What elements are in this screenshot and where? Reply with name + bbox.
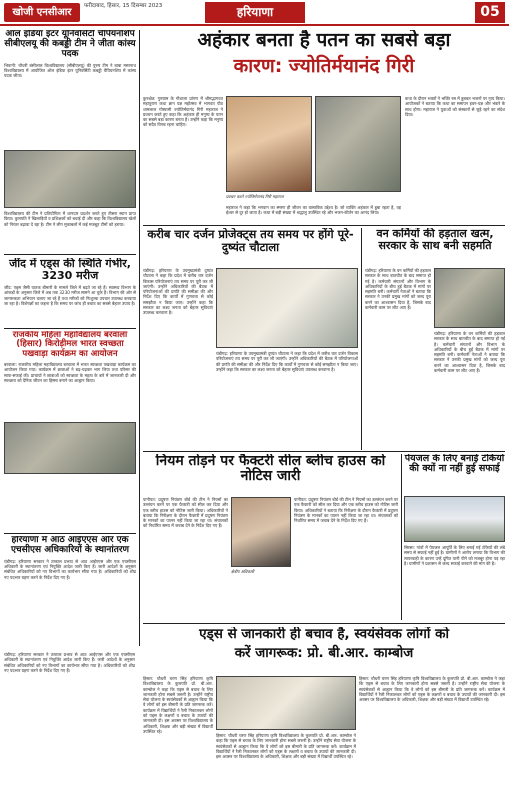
masthead [0, 0, 509, 26]
article-body-continued: हिसार: चौधरी चरण सिंह हरियाणा कृषि विश्वविद्यालय के कुलपति प्रो. बी.आर. काम्बोज ने कहा कि एड्स से बचाव के लिए जानकारी होना सबसे जरूरी है। उन्होंने राष्ट्रीय सेवा योजना के स्वयंसेवकों से आह्वान किया कि वे लोगों को इस बीमारी के प्रति जागरूक करें। कार्यक्रम में विद्यार्थियों ने रैली निकालकर लोगों को एड्स के लक्षणों व बचाव के उपायों की जानकारी दी। इस अवसर पर विश्वविद्यालय के अधिकारी, शिक्षक और बड़ी संख्या में विद्यार्थी उपस्थित रहे। [216, 733, 356, 760]
page-number: 05 [475, 2, 505, 23]
divider [4, 254, 136, 255]
article-forest-headline [365, 228, 505, 266]
article-dateline: भिवानी: चौधरी बंसीलाल विश्वविद्यालय (सीबीएलयू) की पुरुष टीम ने बाबा मस्तनाथ विश्वविद्यालय में आयोजित ऑल इंडिया इंटर यूनिवर्सिटी कबड्डी चैंपियनशिप में कांस्य पदक जीता। [4, 62, 136, 79]
column-rule [361, 228, 362, 450]
water-tank-photo [404, 496, 505, 542]
divider [143, 225, 505, 226]
article-body: पानीपत: प्रदूषण नियंत्रण बोर्ड की टीम ने नियमों का उल्लंघन करने पर एक फैक्टरी को सील कर दिया और एक ब्लीच हाउस को नोटिस जारी किया। अधिकारियों ने बताया कि निरीक्षण के दौरान फैक्टरी में प्रदूषण नियंत्रण के मानकों का पालन नहीं किया जा रहा था। संचालकों को निर्धारित समय में जवाब देने के निर्देश दिए गए हैं। [143, 497, 228, 529]
column-rule [139, 30, 140, 646]
article-body: कुरुक्षेत्र: गुरुग्राम के गौशाला प्रांगण में श्रीमद्भागवत महापुराण कथा ज्ञान यज्ञ महोत्सव में भागवत पीठ शामलाल गोस्वामी ज्योतिर्मयानंद गिरी महाराज ने प्रवचन करते हुए कहा कि अहंकार ही मनुष्य के पतन का सबसे बड़ा कारण बनता है। उन्होंने कहा कि मनुष्य को सदैव विनम्र रहना चाहिए। [143, 96, 223, 128]
divider [143, 451, 505, 452]
headline: करीब चार दर्जन प्रोजेक्ट्स तय समय पर होंगे पूरे-दुष्यंत चौटाला [147, 228, 354, 254]
forest-workers-photo [434, 268, 505, 328]
bottom-left-continuation [0, 652, 139, 800]
headline-line-2: कारण: ज्योतिर्मयानंद गिरी [233, 54, 415, 77]
headline: ऑल इंडिया इंटर यूनिवर्सिटी चैंपियनशिप सीबीएलयू की कबड्डी टीम ने जीता कांस्य पदक [4, 30, 136, 59]
article-body-continued: चंडीगढ़: हरियाणा के उपमुख्यमंत्री दुष्यंत चौटाला ने कहा कि प्रदेश में करीब चार दर्जन विकास परियोजनाएं तय समय पर पूरी कर ली जाएंगी। उन्होंने अधिकारियों की बैठक में परियोजनाओं की प्रगति की समीक्षा की और निर्देश दिए कि कार्यों में गुणवत्ता से कोई समझौता न किया जाए। उन्होंने कहा कि सरकार का लक्ष्य जनता को बेहतर सुविधाएं उपलब्ध करवाना है। [216, 351, 358, 372]
headline: वन कर्मियों की हड़ताल खत्म, सरकार के साथ बनी सहमति [376, 228, 494, 253]
article-body-continued: चंडीगढ़: हरियाणा के वन कर्मियों की हड़ताल सरकार के साथ बातचीत के बाद समाप्त हो गई है। कर्मचारी संगठनों और विभाग के अधिकारियों के बीच हुई बैठक में मांगों पर सहमति बनी। कर्मचारी नेताओं ने बताया कि सरकार ने उनकी प्रमुख मांगों को जल्द पूरा करने का आश्वासन दिया है, जिसके बाद कर्मचारी काम पर लौट आए हैं। [434, 331, 505, 374]
article-body-continued: चंडीगढ़: हरियाणा सरकार ने तत्काल प्रभाव से आठ आईएएस और एक एचसीएस अधिकारी के स्थानांतरण एवं नियुक्ति आदेश जारी किए हैं। जारी आदेशों के अनुसार संबंधित अधिकारियों को नए विभागों का कार्यभार सौंपा गया है। अधिकारियों को शीघ्र नए पदभार ग्रहण करने के निर्देश दिए गए हैं। [4, 652, 135, 673]
article-body: सिरसा: गांवों में पेयजल आपूर्ति के लिए बनाई गई टंकियों की लंबे समय से सफाई नहीं हुई है। ग्रामीणों ने आरोप लगाया कि विभाग की लापरवाही के कारण उन्हें दूषित पानी पीने को मजबूर होना पड़ रहा है। ग्रामीणों ने प्रशासन से जल्द सफाई करवाने की मांग की है। [404, 545, 505, 566]
article-body: विश्वविद्यालय की टीम ने प्रतियोगिता में शानदार प्रदर्शन करते हुए तीसरा स्थान प्राप्त किया। कुलपति ने खिलाड़ियों व प्रशिक्षकों को बधाई दी और कहा कि विश्वविद्यालय खेलों को निरंतर बढ़ावा दे रहा है। टीम ने लीग मुकाबलों में कई मजबूत टीमों को हराया। [4, 211, 136, 227]
article-uni-kabaddi [4, 30, 136, 148]
article-projects-headline [143, 228, 358, 266]
newspaper-name: खोजी एनसीआर [4, 3, 80, 22]
article-body: हिसार: चौधरी चरण सिंह हरियाणा कृषि विश्वविद्यालय के कुलपति प्रो. बी.आर. काम्बोज ने कहा कि एड्स से बचाव के लिए जानकारी होना सबसे जरूरी है। उन्होंने राष्ट्रीय सेवा योजना के स्वयंसेवकों से आह्वान किया कि वे लोगों को इस बीमारी के प्रति जागरूक करें। कार्यक्रम में विद्यार्थियों ने रैली निकालकर लोगों को एड्स के लक्षणों व बचाव के उपायों की जानकारी दी। इस अवसर पर विश्वविद्यालय के अधिकारी, शिक्षक और बड़ी संख्या में विद्यार्थी उपस्थित रहे। [143, 676, 213, 734]
article-ahankar-headline [143, 30, 505, 92]
divider [143, 623, 505, 624]
headline: राजकीय महिला महाविद्यालय बरवाला (हिसार) किरोड़ीमल भारत स्वच्छता पखवाड़ा कार्यक्रम का आयोजन [12, 331, 128, 359]
article-body-continued: हिसार: चौधरी चरण सिंह हरियाणा कृषि विश्वविद्यालय के कुलपति प्रो. बी.आर. काम्बोज ने कहा कि एड्स से बचाव के लिए जानकारी होना सबसे जरूरी है। उन्होंने राष्ट्रीय सेवा योजना के स्वयंसेवकों से आह्वान किया कि वे लोगों को इस बीमारी के प्रति जागरूक करें। कार्यक्रम में विद्यार्थियों ने रैली निकालकर लोगों को एड्स के लक्षणों व बचाव के उपायों की जानकारी दी। इस अवसर पर विश्वविद्यालय के अधिकारी, शिक्षक और बड़ी संख्या में विद्यार्थी उपस्थित रहे। [359, 676, 505, 703]
article-jind [4, 258, 136, 326]
audience-photo [315, 96, 401, 192]
saint-photo [226, 96, 312, 192]
article-body: कथा के दौरान भक्तों ने भक्ति रस में डूबकर भजनों पर नृत्य किया। आयोजकों ने बताया कि कथा का समापन हवन-यज्ञ और भंडारे के साथ होगा। महाराज ने युवाओं को संस्कारों से जुड़े रहने का संदेश दिया। [405, 96, 505, 117]
article-transfers [4, 536, 136, 648]
headline: नियम तोड़ने पर फैक्टरी सील ब्लीच हाउस को नोटिस जारी [155, 454, 386, 485]
article-body: चंडीगढ़: हरियाणा सरकार ने तत्काल प्रभाव से आठ आईएएस और एक एचसीएस अधिकारी के स्थानांतरण एवं नियुक्ति आदेश जारी किए हैं। जारी आदेशों के अनुसार संबंधित अधिकारियों को नए विभागों का कार्यभार सौंपा गया है। अधिकारियों को शीघ्र नए पदभार ग्रहण करने के निर्देश दिए गए हैं। [4, 558, 136, 580]
article-body: चंडीगढ़: हरियाणा के उपमुख्यमंत्री दुष्यंत चौटाला ने कहा कि प्रदेश में करीब चार दर्जन विकास परियोजनाएं तय समय पर पूरी कर ली जाएंगी। उन्होंने अधिकारियों की बैठक में परियोजनाओं की प्रगति की समीक्षा की और निर्देश दिए कि कार्यों में गुणवत्ता से कोई समझौता न किया जाए। उन्होंने कहा कि सरकार का लक्ष्य जनता को बेहतर सुविधाएं उपलब्ध करवाना है। [143, 268, 213, 316]
photo-caption: क्षेत्रीय अधिकारी [231, 569, 255, 574]
meeting-photo [216, 268, 358, 348]
college-photo [4, 422, 136, 474]
column-rule [401, 454, 402, 620]
headline-line-2: करें जागरूक: प्रो. बी.आर. काम्बोज [234, 644, 414, 661]
divider [4, 328, 136, 329]
headline-line-1: एड्स से जानकारी ही बचाव है, स्वयंसेवक लोगों को [199, 627, 449, 642]
section-title: हरियाणा [205, 2, 305, 23]
masthead-meta: फरीदाबाद, हिसार, 15 दिसम्बर 2023 [84, 3, 163, 9]
officer-photo [231, 497, 291, 567]
divider [4, 533, 136, 534]
team-photo [4, 150, 136, 208]
photo-caption: प्रवचन करते ज्योतिर्मयानंद गिरी महाराज [226, 194, 284, 199]
article-body: जींद: एड्स जैसी घातक बीमारी के मामले जिले में बढ़ते जा रहे हैं। स्वास्थ्य विभाग के आंकड़ों के अनुसार जिले में अब तक 3230 मरीज सामने आ चुके हैं। विभाग की ओर से जागरूकता अभियान चलाए जा रहे हैं तथा मरीजों को निःशुल्क उपचार उपलब्ध करवाया जा रहा है। विशेषज्ञों का कहना है कि समय पर जांच ही बचाव का सबसे बेहतर उपाय है। [4, 285, 136, 307]
headline-line-1: अहंकार बनता है पतन का सबसे बड़ा [197, 30, 451, 51]
article-body: महाराज ने कहा कि भगवान का स्मरण ही जीवन का वास्तविक उद्देश्य है। जो व्यक्ति अहंकार में डूबा रहता है, वह ईश्वर से दूर हो जाता है। कथा में बड़ी संख्या में श्रद्धालु उपस्थित रहे और भजन-कीर्तन का आनंद लिया। [226, 205, 401, 216]
headline: हरियाणा में आठ आईएएस और एक एचसीएस अधिकारियों के स्थानांतरण [10, 536, 130, 555]
article-body: चंडीगढ़: हरियाणा के वन कर्मियों की हड़ताल सरकार के साथ बातचीत के बाद समाप्त हो गई है। कर्मचारी संगठनों और विभाग के अधिकारियों के बीच हुई बैठक में मांगों पर सहमति बनी। कर्मचारी नेताओं ने बताया कि सरकार ने उनकी प्रमुख मांगों को जल्द पूरा करने का आश्वासन दिया है, जिसके बाद कर्मचारी काम पर लौट आए हैं। [365, 268, 431, 311]
article-body-continued: पानीपत: प्रदूषण नियंत्रण बोर्ड की टीम ने नियमों का उल्लंघन करने पर एक फैक्टरी को सील कर दिया और एक ब्लीच हाउस को नोटिस जारी किया। अधिकारियों ने बताया कि निरीक्षण के दौरान फैक्टरी में प्रदूषण नियंत्रण के मानकों का पालन नहीं किया जा रहा था। संचालकों को निर्धारित समय में जवाब देने के निर्देश दिए गए हैं। [294, 497, 398, 524]
headline: पेयजल के लिए बनाई टंकियों की क्यों ना नहीं हुई सफाई [404, 454, 505, 475]
event-photo [216, 676, 356, 730]
article-aids-headline [143, 627, 505, 673]
article-body: बरवाला: राजकीय महिला महाविद्यालय बरवाला में भारत स्वच्छता पखवाड़ा कार्यक्रम का आयोजन किया गया। कार्यक्रम में छात्राओं ने बढ़-चढ़कर भाग लिया तथा परिसर की साफ-सफाई की। प्राचार्या ने छात्राओं को स्वच्छता के महत्व के बारे में जानकारी दी और स्वच्छता को दैनिक जीवन का हिस्सा बनाने का आह्वान किया। [4, 362, 136, 383]
headline: जींद में एड्स की स्थिति गंभीर, 3230 मरीज [9, 258, 131, 283]
article-water-headline [404, 454, 505, 494]
article-factory-headline [143, 454, 398, 494]
